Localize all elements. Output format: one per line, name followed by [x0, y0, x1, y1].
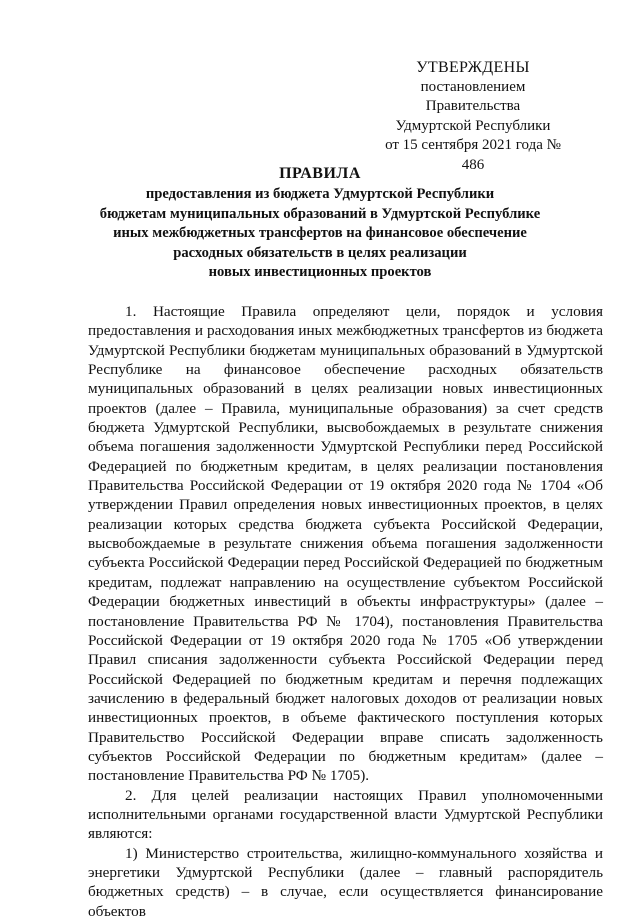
rules-subtitle-line: бюджетам муниципальных образований в Удмуртской Республике	[99, 205, 541, 222]
rules-title: ПРАВИЛА	[279, 165, 361, 182]
approval-line: постановлением Правительства	[420, 78, 526, 114]
rules-subtitle-line: иных межбюджетных трансфертов на финансовое обеспечение	[113, 225, 527, 242]
rules-subtitle-line: расходных обязательств в целях реализации	[173, 244, 467, 261]
paragraph-3: 1) Министерство строительства, жилищно-коммунального хозяйства и энергетики Удмуртской Республики (далее – главный распорядитель бюджетных средств) – в случае, если осуществляется финансирование объектов	[88, 844, 603, 920]
document-body	[88, 302, 603, 921]
approval-title: УТВЕРЖДЕНЫ	[416, 59, 530, 76]
rules-subtitle-line: новых инвестиционных проектов	[208, 264, 432, 281]
approval-line: Удмуртской Республики	[395, 117, 551, 134]
rules-heading	[70, 164, 570, 282]
approval-stamp	[378, 58, 568, 175]
paragraph-2: 2. Для целей реализации настоящих Правил уполномоченными исполнительными органами государственной власти Удмуртской Республики являются:	[88, 786, 603, 843]
approval-date: от 15 сентября 2021 года № 486	[385, 137, 561, 173]
paragraph-1: 1. Настоящие Правила определяют цели, порядок и условия предоставления и расходования иных межбюджетных трансфертов из бюджета Удмуртской Республики бюджетам муниципальных образований в Удмуртской Республике на финансовое обеспечение расходных обязательств муниципальных образований в целях реализации новых инвестиционных проектов (далее – Правила, муниципальные образования) за счет средств бюджета Удмуртской Республики, высвобождаемых в результате снижения объема погашения задолженности Удмуртской Республики перед Российской Федерацией по бюджетным кредитам, в целях реализации постановления Правительства Российской Федерации от 19 октября 2020 года № 1704 «Об утверждении Правил определения новых инвестиционных проектов, в целях реализации которых средства бюджета субъекта Российской Федерации, высвобождаемые в результате снижения объема погашения задолженности субъекта Российской Федерации перед Российской Федерацией по бюджетным кредитам, подлежат направлению на осуществление субъектом Российской Федерации бюджетных инвестиций в объекты инфраструктуры» (далее – постановление Правительства РФ № 1704), постановления Правительства Российской Федерации от 19 октября 2020 года № 1705 «Об утверждении Правил списания задолженности субъекта Российской Федерации перед Российской Федерацией по бюджетным кредитам и перечня подлежащих зачислению в федеральный бюджет налоговых доходов от реализации новых инвестиционных проектов, в объеме фактического поступления которых Правительство Российской Федерации вправе списать задолженность субъектов Российской Федерации по бюджетным кредитам» (далее – постановление Правительства РФ № 1705).	[88, 303, 603, 785]
rules-subtitle-line: предоставления из бюджета Удмуртской Республики	[145, 186, 495, 203]
